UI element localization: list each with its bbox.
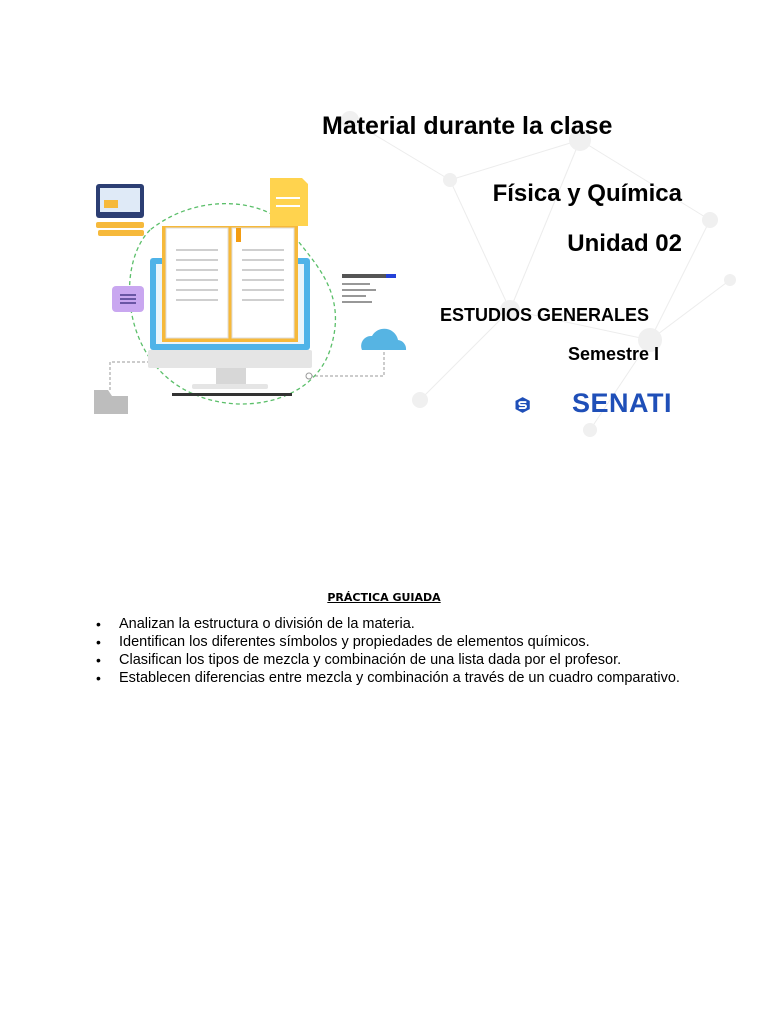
senati-logo-text: SENATI [572,388,673,418]
list-item: • Establecen diferencias entre mezcla y combinación a través de un cuadro comparativo. [96,669,694,687]
senati-s-logo-icon [514,382,574,428]
program-name: ESTUDIOS GENERALES [440,305,650,325]
list-item: • Analizan la estructura o división de la materia. [96,615,694,633]
semester-label: Semestre I [568,344,660,364]
elearning-illustration [80,170,420,440]
unit-title: Unidad 02 [567,230,682,257]
list-item: • Identifican los diferentes símbolos y propiedades de elementos químicos. [96,633,694,651]
document-title: Material durante la clase [322,112,613,140]
section-heading: PRÁCTICA GUIADA [327,591,441,604]
subject-title: Física y Química [492,180,682,207]
practice-list [96,615,694,687]
list-item: • Clasifican los tipos de mezcla y combinación de una lista dada por el profesor. [96,651,694,669]
